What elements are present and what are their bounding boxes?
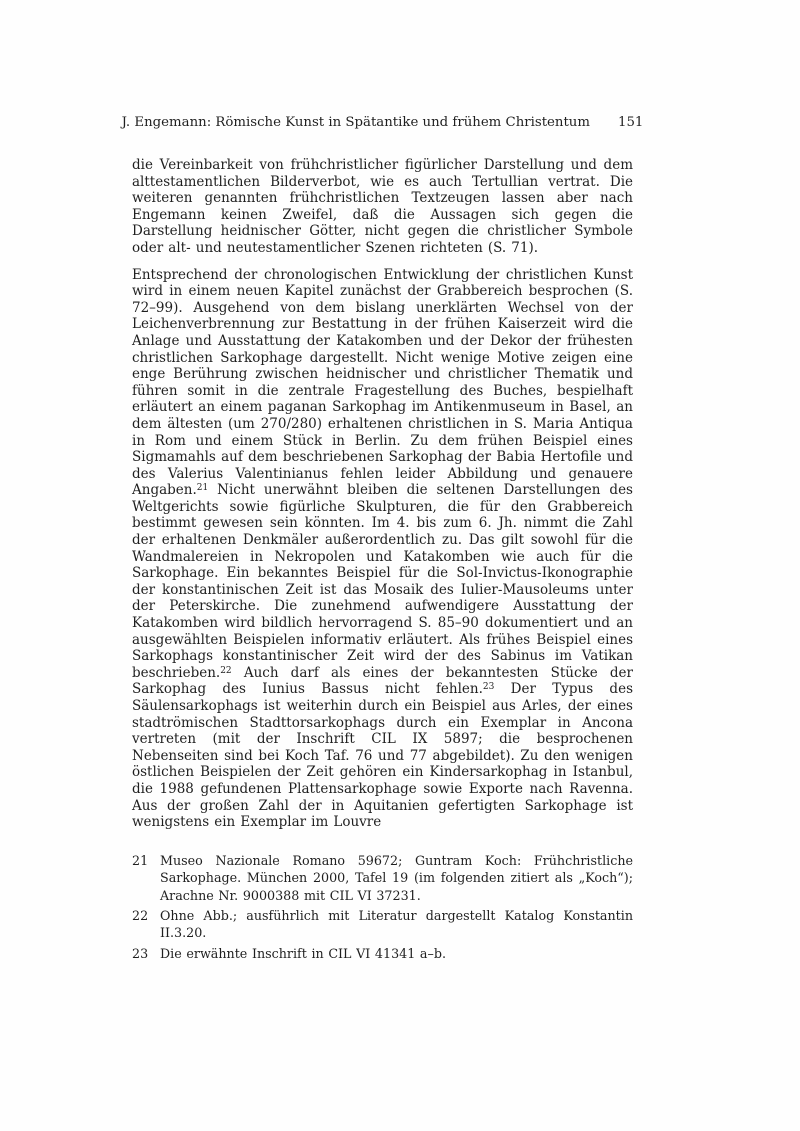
footnote-number: 21 — [132, 852, 149, 868]
footnote-number: 23 — [132, 945, 149, 961]
paragraph-main-segment-1: Entsprechend der chronologischen Entwicklung der christlichen Kunst wird in einem neuen Kapitel zunächst der Grabbereich besprochen (S. 72–99). Ausgehend von dem bislang unerklärten Wechsel von der Leichenverbrennung zur Bestattung in der frühen Kaiserzeit wird die Anlage und Ausstattung der Katakomben und der Dekor der frühesten christlichen Sarkophage dargestellt. Nicht wenige Motive zeigen eine enge Berührung zwischen heidnischer und christlicher Thematik und führen somit in die zentrale Fragestellung des Buches, bespielhaft erläutert an einem paganan Sarkophag im Antikenmuseum in Basel, an dem ältesten (um 270/280) erhaltenen christlichen in S. Maria Antiqua in Rom und einem Stück in Berlin. Zu dem frühen Beispiel eines Sigmamahls auf dem beschriebenen Sarkophag der Babia Hertofile und des Valerius Valentinianus fehlen leider Abbildung und genauere Angaben. — [132, 266, 633, 499]
running-head — [121, 114, 644, 131]
footnote-number: 22 — [132, 907, 149, 923]
footnotes-section — [132, 852, 633, 962]
paragraph-main — [132, 267, 633, 831]
footnote-item — [132, 945, 633, 962]
paragraph-main-segment-3: Auch darf als eines der bekanntesten Stücke der Sarkophag des Iunius Bassus nicht fehlen. — [132, 664, 633, 698]
footnote-item — [132, 907, 633, 942]
footnote-text: Ohne Abb.; ausführlich mit Literatur dargestellt Katalog Konstantin II.3.20. — [160, 907, 633, 941]
paragraph-main-segment-4: Der Typus des Säulensarkophags ist weiterhin durch ein Beispiel aus Arles, der eines stadtrömischen Stadttorsarkophags durch ein Exemplar in Ancona vertreten (mit der Inschrift CIL IX 5897; die besprochenen Nebenseiten sind bei Koch Taf. 76 und 77 abgebildet). Zu den wenigen östlichen Beispielen der Zeit gehören ein Kindersarkophag in Istanbul, die 1988 gefundenen Plattensarkophage sowie Exporte nach Ravenna. Aus der großen Zahl der in Aquitanien gefertigten Sarkophage ist wenigstens ein Exemplar im Louvre — [132, 681, 633, 831]
paragraph-main-segment-2: Nicht unerwähnt bleiben die seltenen Darstellungen des Weltgerichts sowie figürliche Skulpturen, die für den Grabbereich bestimmt gewesen sein könnten. Im 4. bis zum 6. Jh. nimmt die Zahl der erhaltenen Denkmäler außerordentlich zu. Das gilt sowohl für die Wandmalereien in Nekropolen und Katakomben wie auch für die Sarkophage. Ein bekanntes Beispiel für die Sol-Invictus-Ikonographie der konstantinischen Zeit ist das Mosaik des Iulier-Mausoleums unter der Peterskirche. Die zunehmend aufwendigere Ausstattung der Katakomben wird bildlich hervorragend S. 85–90 dokumentiert und an ausgewählten Beispielen informativ erläutert. Als frühes Beispiel eines Sarkophags konstantinischer Zeit wird der des Sabinus im Vatikan beschrieben. — [132, 482, 633, 681]
footnote-ref-22: 22 — [220, 665, 232, 676]
footnote-ref-21: 21 — [196, 483, 209, 494]
body-text — [132, 157, 633, 831]
text-block — [121, 114, 644, 965]
page-number: 151 — [617, 115, 644, 130]
running-head-title: J. Engemann: Römische Kunst in Spätantike und frühem Christentum — [121, 115, 590, 130]
footnote-text: Die erwähnte Inschrift in CIL VI 41341 a–b. — [160, 945, 446, 961]
footnote-text: Museo Nazionale Romano 59672; Guntram Koch: Frühchristliche Sarkophage. München 2000, Tafel 19 (im folgenden zitiert als „Koch“); Arachne Nr. 9000388 mit CIL VI 37231. — [160, 852, 633, 903]
footnote-ref-23: 23 — [482, 682, 495, 693]
footnote-item — [132, 852, 633, 904]
paragraph-continuation: die Vereinbarkeit von frühchristlicher figürlicher Darstellung und dem alttestamentlichen Bilderverbot, wie es auch Tertullian vertrat. Die weiteren genannten frühchristlichen Textzeugen lassen aber nach Engemann keinen Zweifel, daß die Aussagen sich gegen die Darstellung heidnischer Götter, nicht gegen die christlicher Symbole oder alt- und neutestamentlicher Szenen richteten (S. 71). — [132, 157, 633, 256]
